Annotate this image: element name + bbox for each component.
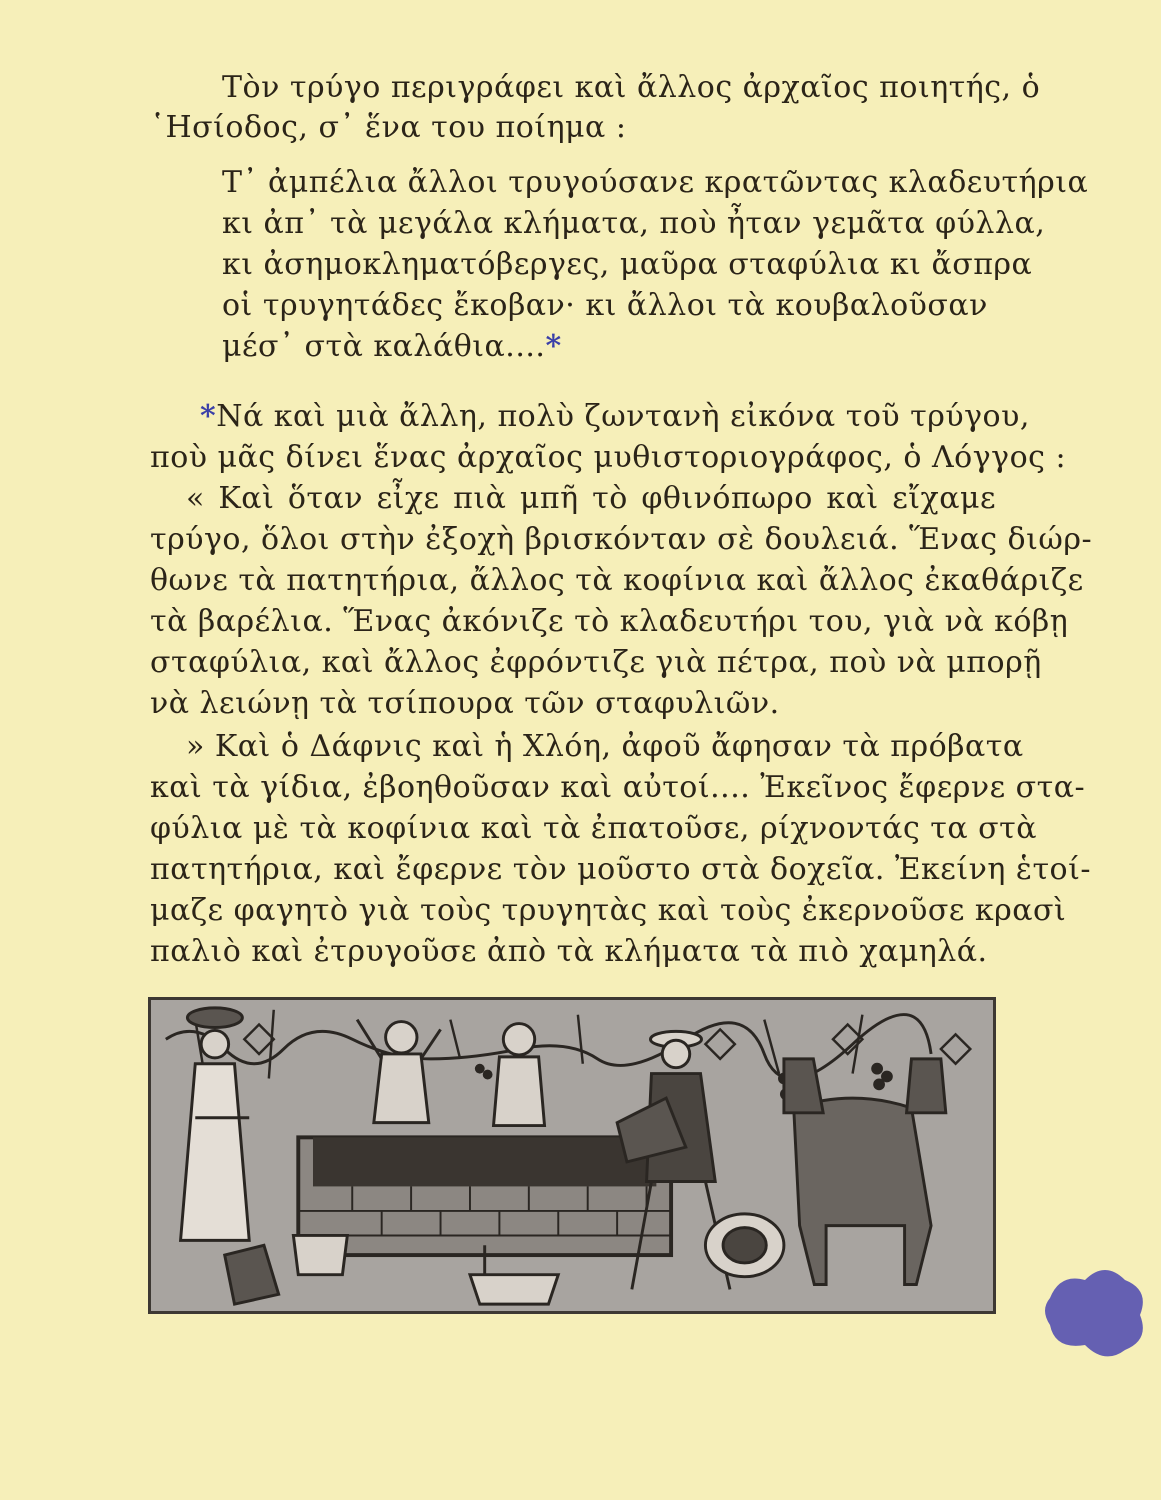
prose-p1-line-1 bbox=[200, 397, 1030, 437]
intro-line-1: Τὸν τρύγο περιγράφει καὶ ἄλλος ἀρχαῖος ποιητής, ὁ bbox=[222, 70, 1041, 105]
intro-line-2: ῾Ησίοδος, σ᾽ ἕνα του ποίημα : bbox=[150, 110, 627, 145]
prose-p3-line-1: » Καὶ ὁ Δάφνις καὶ ἡ Χλόη, ἀφοῦ ἄφησαν τὰ πρόβατα bbox=[186, 729, 1024, 764]
prose-p3-line-4: πατητήρια, καὶ ἔφερνε τὸν μοῦστο στὰ δοχεῖα. Ἐκείνη ἑτοί- bbox=[150, 852, 1092, 887]
prose-p3-line-6: παλιὸ καὶ ἐτρυγοῦσε ἀπὸ τὰ κλήματα τὰ πιὸ χαμηλά. bbox=[150, 934, 988, 969]
asterisk-mark-start: * bbox=[200, 399, 217, 434]
prose-p3-line-5: μαζε φαγητὸ γιὰ τοὺς τρυγητὰς καὶ τοὺς ἐκερνοῦσε κρασὶ bbox=[150, 893, 1067, 928]
poem-line-3: κι ἀσημοκληματόβεργες, μαῦρα σταφύλια κι ἄσπρα bbox=[222, 247, 1033, 282]
asterisk-mark: * bbox=[545, 329, 562, 364]
prose-p1-line-2: ποὺ μᾶς δίνει ἕνας ἀρχαῖος μυθιστοριογράφος, ὁ Λόγγος : bbox=[150, 440, 1067, 475]
poem-line-2: κι ἀπ᾽ τὰ μεγάλα κλήματα, ποὺ ἦταν γεμᾶτα φύλλα, bbox=[222, 206, 1046, 241]
prose-p3-line-2: καὶ τὰ γίδια, ἐβοηθοῦσαν καὶ αὐτοί.... Ἐκεῖνος ἔφερνε στα- bbox=[150, 770, 1086, 805]
poem-line-1: Τ᾽ ἀμπέλια ἄλλοι τρυγούσανε κρατῶντας κλαδευτήρια bbox=[222, 165, 1089, 200]
prose-p2-line-5: σταφύλια, καὶ ἄλλος ἐφρόντιζε γιὰ πέτρα, ποὺ νὰ μπορῇ bbox=[150, 645, 1042, 680]
prose-p3-line-3: φύλια μὲ τὰ κοφίνια καὶ τὰ ἐπατοῦσε, ρίχνοντάς τα στὰ bbox=[150, 811, 1038, 846]
prose-p2-line-2: τρύγο, ὅλοι στὴν ἐξοχὴ βρισκόνταν σὲ δουλειά. Ἕνας διώρ- bbox=[150, 522, 1093, 557]
poem-line-4: οἱ τρυγητάδες ἔκοβαν· κι ἄλλοι τὰ κουβαλοῦσαν bbox=[222, 288, 988, 323]
grape-harvest-illustration bbox=[148, 997, 996, 1314]
prose-p2-line-1: « Καὶ ὅταν εἶχε πιὰ μπῆ τὸ φθινόπωρο καὶ εἴχαμε bbox=[186, 481, 996, 516]
woodcut-drawing bbox=[151, 1000, 993, 1311]
prose-p2-line-6: νὰ λειώνῃ τὰ τσίπουρα τῶν σταφυλιῶν. bbox=[150, 686, 780, 721]
prose-p2-line-3: θωνε τὰ πατητήρια, ἄλλος τὰ κοφίνια καὶ ἄλλος ἐκαθάριζε bbox=[150, 563, 1084, 598]
ink-stain bbox=[1040, 1258, 1150, 1368]
prose-p2-line-4: τὰ βαρέλια. Ἕνας ἀκόνιζε τὸ κλαδευτήρι του, γιὰ νὰ κόβῃ bbox=[150, 604, 1069, 639]
poem-line-5-text: μέσ᾽ στὰ καλάθια.... bbox=[222, 329, 546, 364]
prose-p1-line-1-text: Νά καὶ μιὰ ἄλλη, πολὺ ζωντανὴ εἰκόνα τοῦ τρύγου, bbox=[216, 399, 1030, 434]
poem-line-5 bbox=[222, 327, 562, 367]
